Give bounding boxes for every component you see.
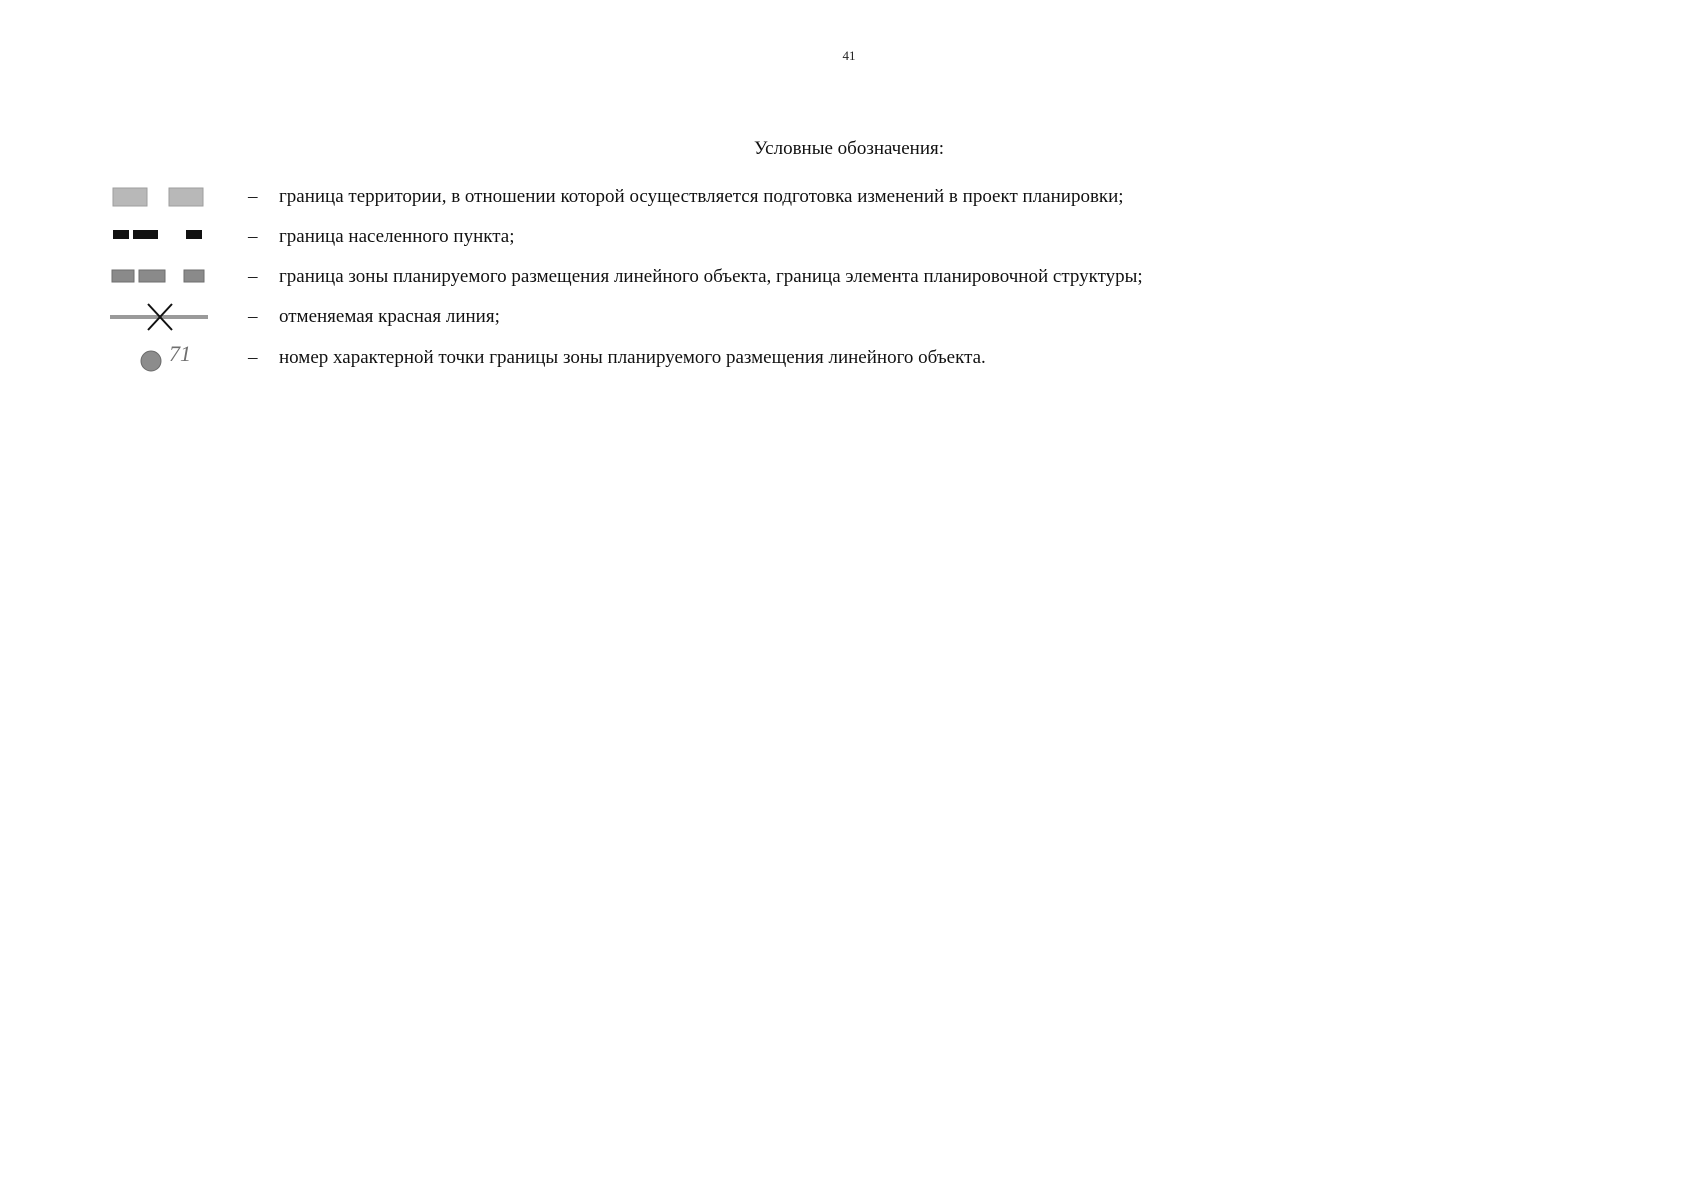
legend-item-territory-boundary xyxy=(0,186,1698,216)
settlement-boundary-segment xyxy=(113,230,129,239)
zone-boundary-segment xyxy=(112,270,134,282)
legend-dash: – xyxy=(248,266,258,287)
settlement-boundary-segment xyxy=(186,230,202,239)
cancelled-red-line-symbol-icon xyxy=(108,300,208,334)
legend-text: номер характерной точки границы зоны планируемого размещения линейного объекта. xyxy=(279,347,986,368)
legend-text: граница населенного пункта; xyxy=(279,226,515,247)
legend-dash: – xyxy=(248,306,258,327)
legend-item-characteristic-point xyxy=(0,341,1698,377)
zone-boundary-segment xyxy=(184,270,204,282)
point-number-label: 71 xyxy=(169,341,191,366)
legend-dash: – xyxy=(248,347,258,368)
territory-boundary-segment xyxy=(169,188,203,206)
legend-item-linear-object-zone-boundary xyxy=(0,266,1698,296)
legend-title: Условные обозначения: xyxy=(753,138,945,159)
settlement-boundary-symbol-icon xyxy=(108,220,208,250)
legend-dash: – xyxy=(248,186,258,207)
zone-boundary-segment xyxy=(139,270,165,282)
linear-object-zone-boundary-symbol-icon xyxy=(108,260,208,290)
legend-text: граница территории, в отношении которой осуществляется подготовка изменений в проект планировки; xyxy=(279,186,1124,207)
legend-item-settlement-boundary xyxy=(0,226,1698,256)
page-number: 41 xyxy=(842,48,856,63)
legend-text: отменяемая красная линия; xyxy=(279,306,500,327)
point-marker xyxy=(141,351,161,371)
legend-item-cancelled-red-line xyxy=(0,306,1698,336)
territory-boundary-symbol-icon xyxy=(108,180,208,210)
legend-text: граница зоны планируемого размещения линейного объекта, граница элемента планировочной структуры; xyxy=(279,266,1143,287)
characteristic-point-symbol-icon xyxy=(108,341,208,375)
territory-boundary-segment xyxy=(113,188,147,206)
legend-dash: – xyxy=(248,226,258,247)
settlement-boundary-segment xyxy=(133,230,158,239)
